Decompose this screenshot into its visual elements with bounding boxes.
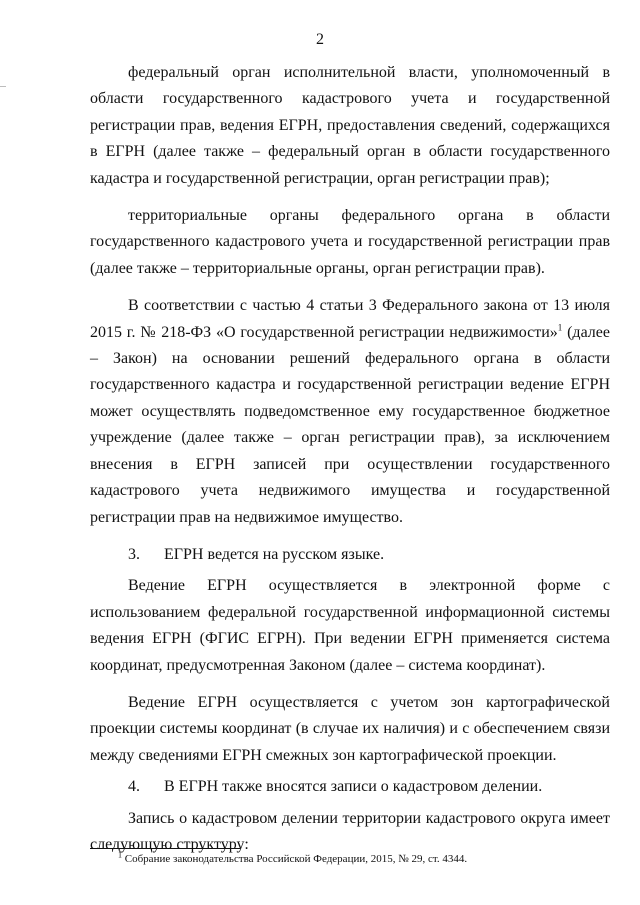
- paragraph-projection-zones: Ведение ЕГРН осуществляется с учетом зон картографической проекции системы координат (в случае их наличия) и с обеспечением связи между сведениями ЕГРН смежных зон картографической проекции.: [90, 693, 610, 764]
- law-reference-continuation: (далее – Закон) на основании решений федерального органа в области государственного кадастра и государственной регистрации ведение ЕГРН может осуществлять подведомственное ему государственное бюджетное учреждение (далее также – орган регистрации прав), за исключением внесения в ЕГРН записей при осуществлении государственного кадастрового учета недвижимого имущества и государственной регистрации прав на недвижимое имущество.: [90, 323, 610, 526]
- paragraph-electronic-form: Ведение ЕГРН осуществляется в электронной форме с использованием федеральной государственной информационной системы ведения ЕГРН (ФГИС ЕГРН). При ведении ЕГРН применяется система координат, предусмотренная Законом (далее – система координат).: [90, 577, 610, 674]
- footnote-divider: [90, 848, 240, 849]
- paragraph-language: 3. ЕГРН ведется на русском языке.: [128, 545, 385, 563]
- document-body: [90, 60, 610, 858]
- paragraph-law-reference: [90, 293, 610, 531]
- law-reference-text: В соответствии с частью 4 статьи 3 Федерального закона от 13 июля 2015 г. № 218-ФЗ «О государственной регистрации недвижимости»: [90, 297, 610, 341]
- scan-edge-mark: [0, 86, 6, 87]
- page-number: 2: [316, 31, 324, 48]
- paragraph-territorial-bodies: территориальные органы федерального органа в области государственного кадастрового учета и государственной регистрации прав (далее также – территориальные органы, орган регистрации прав).: [90, 207, 610, 277]
- footnote-text: Собрание законодательства Российской Федерации, 2015, № 29, ст. 4344.: [122, 853, 468, 865]
- paragraph-cadastral-division: 4. В ЕГРН также вносятся записи о кадастровом делении.: [128, 778, 543, 796]
- footnote-reference-marker: 1: [557, 322, 563, 333]
- paragraph-federal-body: федеральный орган исполнительной власти, уполномоченный в области государственного кадастрового учета и государственной регистрации прав, ведения ЕГРН, предоставления сведений, содержащихся в ЕГРН (далее также – федеральный орган в области государственного кадастра и государственной регистрации, орган регистрации прав);: [90, 64, 610, 187]
- footnote-marker: 1: [118, 850, 122, 860]
- paragraph-record-structure: Запись о кадастровом делении территории кадастрового округа имеет следующую структуру:: [90, 809, 610, 853]
- footnote: [118, 852, 467, 866]
